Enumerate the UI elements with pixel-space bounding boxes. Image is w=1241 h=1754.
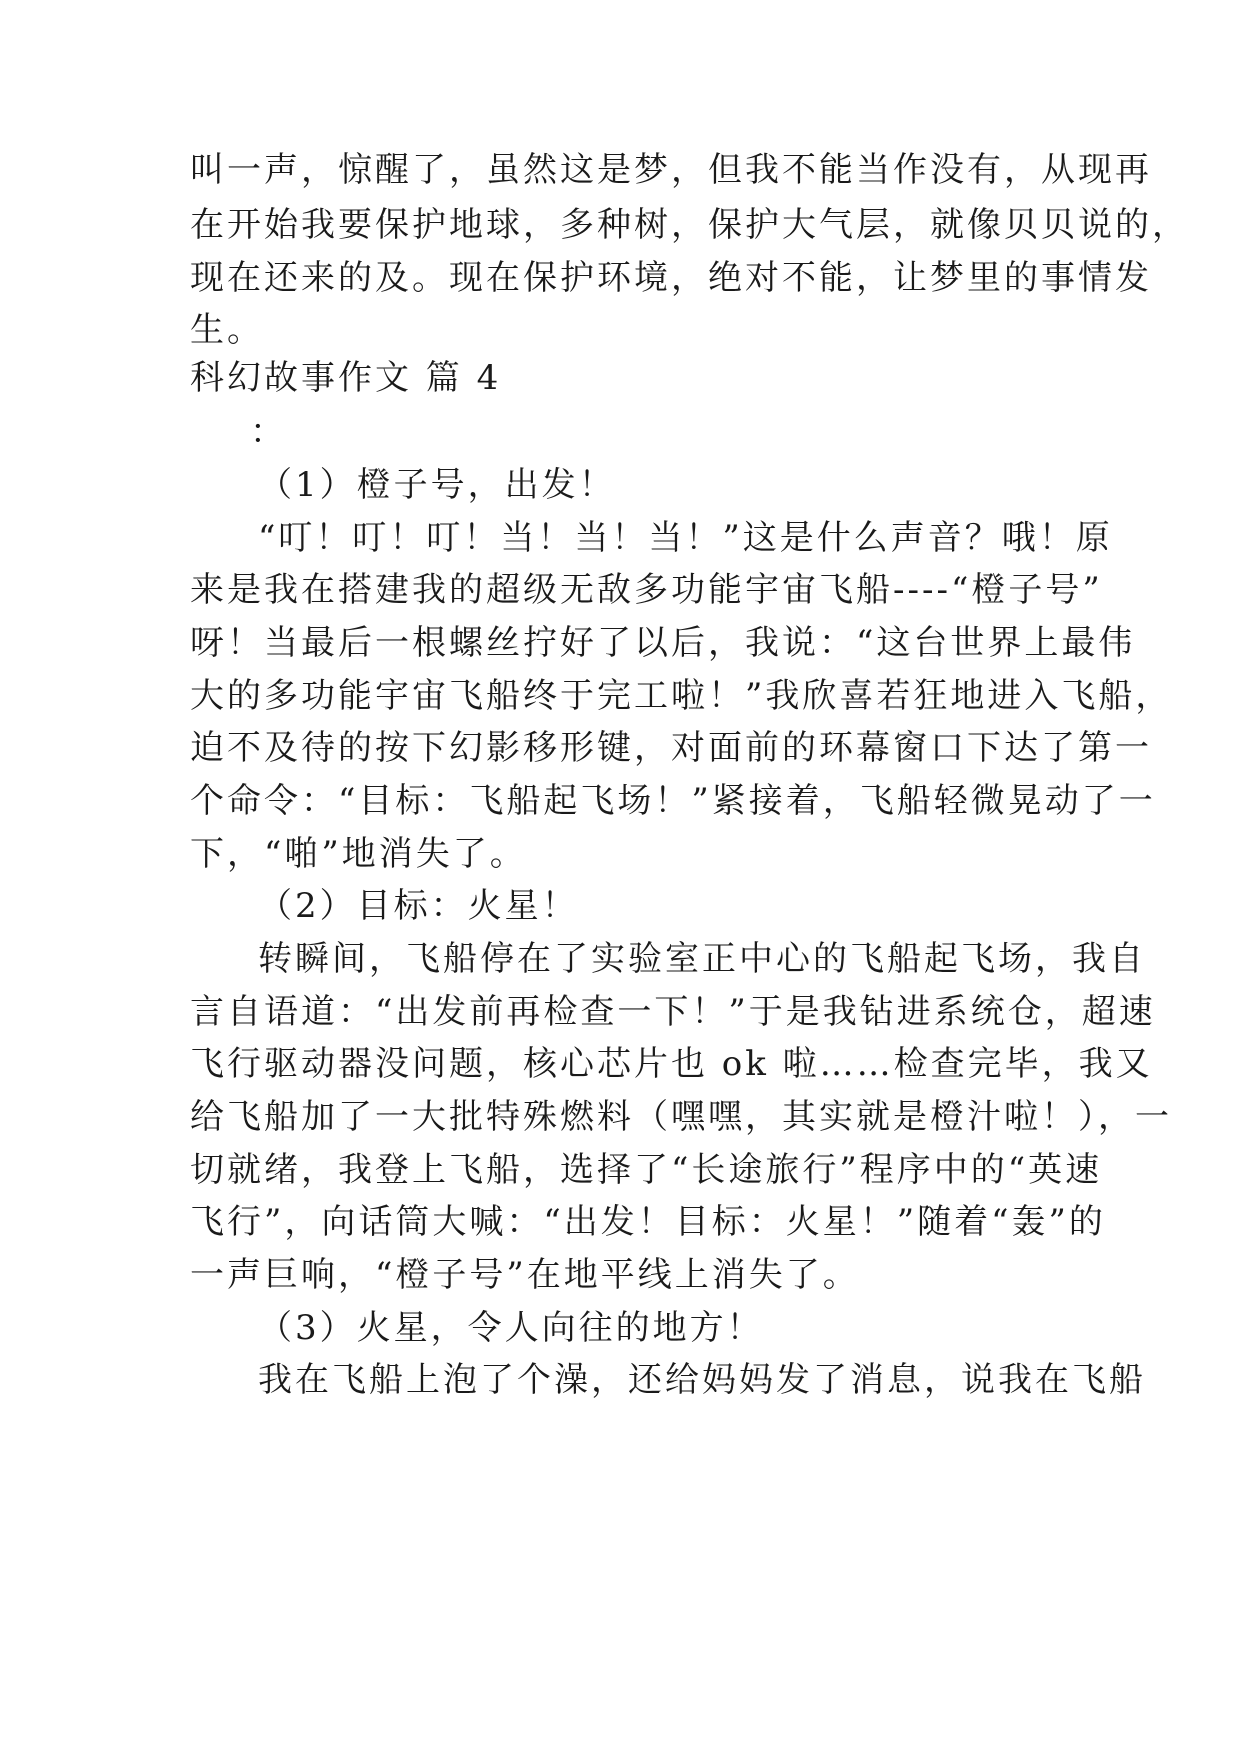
paragraph-line: 呀！当最后一根螺丝拧好了以后，我说：“这台世界上最伟	[190, 623, 1136, 663]
paragraph-line: 下，“啪”地消失了。	[190, 834, 527, 874]
section-heading: 科幻故事作文 篇 4	[190, 358, 502, 398]
subsection-heading: （1）橙子号，出发！	[258, 465, 616, 505]
subsection-heading: （3）火星，令人向往的地方！	[258, 1308, 764, 1348]
paragraph-line: 一声巨响，“橙子号”在地平线上消失了。	[190, 1255, 860, 1295]
paragraph-line: 飞行驱动器没问题，核心芯片也 ok 啦……检查完毕，我又	[190, 1044, 1153, 1084]
paragraph-line: 迫不及待的按下幻影移形键，对面前的环幕窗口下达了第一	[190, 728, 1152, 768]
colon-line: ：	[250, 412, 287, 452]
paragraph-line: “叮！叮！叮！当！当！当！”这是什么声音？哦！原	[258, 518, 1113, 558]
paragraph-line: 来是我在搭建我的超级无敌多功能宇宙飞船----“橙子号”	[190, 570, 1103, 610]
paragraph-line: 给飞船加了一大批特殊燃料（嘿嘿，其实就是橙汁啦！），一	[190, 1097, 1172, 1137]
subsection-heading: （2）目标：火星！	[258, 886, 579, 926]
paragraph-line: 转瞬间，飞船停在了实验室正中心的飞船起飞场，我自	[258, 939, 1146, 979]
paragraph-line: 大的多功能宇宙飞船终于完工啦！”我欣喜若狂地进入飞船，	[190, 676, 1173, 716]
paragraph-line: 叫一声，惊醒了，虽然这是梦，但我不能当作没有，从现再	[190, 150, 1152, 190]
paragraph-line: 生。	[190, 310, 264, 350]
paragraph-line: 言自语道：“出发前再检查一下！”于是我钻进系统仓，超速	[190, 992, 1156, 1032]
paragraph-line: 个命令：“目标：飞船起飞场！”紧接着，飞船轻微晃动了一	[190, 781, 1156, 821]
paragraph-line: 飞行”，向话筒大喊：“出发！目标：火星！”随着“轰”的	[190, 1202, 1106, 1242]
paragraph-line: 切就绪，我登上飞船，选择了“长途旅行”程序中的“英速	[190, 1150, 1103, 1190]
paragraph-line: 我在飞船上泡了个澡，还给妈妈发了消息，说我在飞船	[258, 1360, 1146, 1400]
paragraph-line: 现在还来的及。现在保护环境，绝对不能，让梦里的事情发	[190, 258, 1152, 298]
paragraph-line: 在开始我要保护地球，多种树，保护大气层，就像贝贝说的，	[190, 205, 1189, 245]
